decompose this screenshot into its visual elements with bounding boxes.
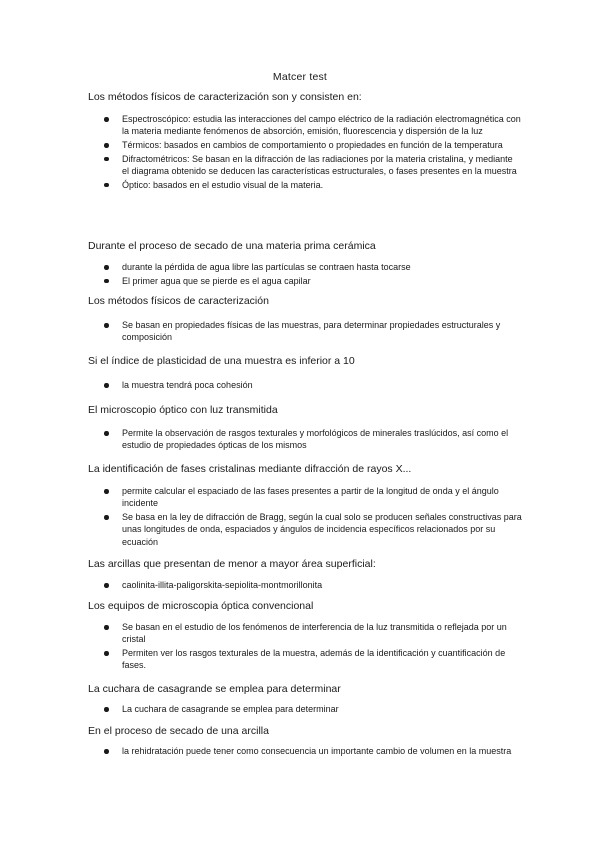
bullet-icon bbox=[104, 515, 109, 520]
answer-list bbox=[102, 579, 522, 593]
answer-list bbox=[102, 621, 522, 673]
answer-list bbox=[102, 427, 522, 453]
answer-list bbox=[102, 379, 522, 393]
list-item bbox=[102, 647, 522, 672]
bullet-icon bbox=[104, 707, 109, 712]
list-item bbox=[102, 485, 522, 510]
bullet-icon bbox=[104, 749, 109, 754]
answer-text: Difractométricos: Se basan en la difracción de las radiaciones por la materia cristalina, y mediante el diagrama obtenido se deducen las características estructurales, o fases presentes en la muestra bbox=[122, 153, 517, 177]
answer-text: Se basan en propiedades físicas de las muestras, para determinar propiedades estructurales y composición bbox=[122, 320, 501, 343]
list-item bbox=[102, 319, 522, 344]
list-item bbox=[102, 179, 522, 191]
answer-list bbox=[102, 113, 522, 193]
bullet-icon bbox=[104, 157, 109, 162]
answer-text: la muestra tendrá poca cohesión bbox=[122, 380, 253, 390]
answer-text: Permiten ver los rasgos texturales de la muestra, además de la identificación y cuantificación de fases. bbox=[122, 648, 506, 671]
question: Los métodos físicos de caracterización bbox=[88, 295, 269, 307]
bullet-icon bbox=[104, 383, 109, 388]
bullet-icon bbox=[104, 583, 109, 588]
question: El microscopio óptico con luz transmitida bbox=[88, 404, 278, 416]
bullet-icon bbox=[104, 625, 109, 630]
list-item bbox=[102, 427, 522, 452]
question: Durante el proceso de secado de una materia prima cerámica bbox=[88, 240, 376, 252]
answer-text: permite calcular el espaciado de las fases presentes a partir de la longitud de onda y el ángulo incidente bbox=[122, 486, 499, 509]
bullet-icon bbox=[104, 431, 109, 436]
answer-text: Espectroscópico: estudia las interacciones del campo eléctrico de la radiación electromagnética con la materia mediante fenómenos de absorción, emisión, fluorescencia y dispersión de la luz bbox=[122, 114, 521, 137]
answer-list bbox=[102, 319, 522, 345]
question: Si el índice de plasticidad de una muestra es inferior a 10 bbox=[88, 355, 355, 367]
answer-list bbox=[102, 745, 522, 759]
answer-list bbox=[102, 485, 522, 549]
list-item bbox=[102, 745, 522, 757]
answer-text: Óptico: basados en el estudio visual de la materia. bbox=[122, 179, 324, 190]
list-item bbox=[102, 379, 522, 391]
bullet-icon bbox=[104, 117, 109, 122]
answer-list bbox=[102, 261, 522, 289]
list-item bbox=[102, 275, 522, 287]
list-item bbox=[102, 153, 522, 178]
answer-text: El primer agua que se pierde es el agua capilar bbox=[122, 275, 311, 286]
question: Los equipos de microscopia óptica convencional bbox=[88, 600, 314, 612]
answer-text: Se basa en la ley de difracción de Bragg, según la cual solo se producen señales constructivas para unas longitudes de onda, espaciados y ángulos de incidencia específicos relacionados por su ecuación bbox=[122, 512, 522, 547]
answer-text: caolinita-illita-paligorskita-sepiolita-montmorillonita bbox=[122, 580, 323, 590]
answer-list bbox=[102, 703, 522, 717]
answer-text: La cuchara de casagrande se emplea para determinar bbox=[122, 704, 339, 714]
question: Las arcillas que presentan de menor a mayor área superficial: bbox=[88, 558, 376, 570]
list-item bbox=[102, 511, 522, 548]
list-item bbox=[102, 579, 522, 591]
answer-text: Permite la observación de rasgos texturales y morfológicos de minerales traslúcidos, así como el estudio de propiedades ópticas de los mismos bbox=[122, 428, 509, 451]
bullet-icon bbox=[104, 143, 109, 148]
answer-text: Se basan en el estudio de los fenómenos de interferencia de la luz transmitida o reflejada por un cristal bbox=[122, 622, 507, 645]
question: La identificación de fases cristalinas mediante difracción de rayos X... bbox=[88, 463, 412, 475]
bullet-icon bbox=[104, 651, 109, 656]
answer-text: Térmicos: basados en cambios de comportamiento o propiedades en función de la temperatura bbox=[122, 140, 503, 151]
list-item bbox=[102, 139, 522, 151]
bullet-icon bbox=[104, 489, 109, 494]
list-item bbox=[102, 261, 522, 273]
list-item bbox=[102, 113, 522, 138]
question: Los métodos físicos de caracterización son y consisten en: bbox=[88, 91, 362, 103]
question: La cuchara de casagrande se emplea para determinar bbox=[88, 683, 341, 695]
question: En el proceso de secado de una arcilla bbox=[88, 725, 269, 737]
page-title: Matcer test bbox=[272, 71, 328, 83]
bullet-icon bbox=[104, 265, 109, 270]
answer-text: la rehidratación puede tener como consecuencia un importante cambio de volumen en la muestra bbox=[122, 746, 512, 756]
bullet-icon bbox=[104, 323, 109, 328]
bullet-icon bbox=[104, 183, 109, 188]
bullet-icon bbox=[104, 279, 109, 284]
list-item bbox=[102, 621, 522, 646]
answer-text: durante la pérdida de agua libre las partículas se contraen hasta tocarse bbox=[122, 262, 411, 272]
list-item bbox=[102, 703, 522, 715]
